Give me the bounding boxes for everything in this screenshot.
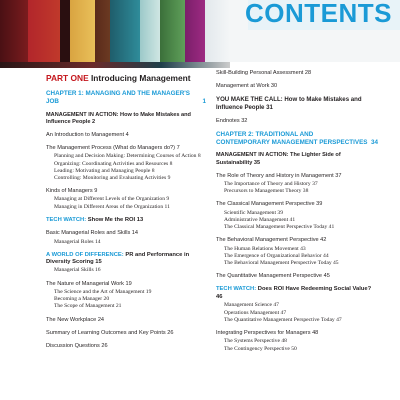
you-make-the-call-text: How to Make Mistakes and Influence People 31	[216, 96, 362, 111]
toc-subentry[interactable]: Operations Management 47	[224, 309, 287, 316]
toc-entry-roles-and-skills[interactable]: Basic Managerial Roles and Skills 14	[46, 230, 139, 237]
toc-entry-quantitative[interactable]: The Quantitative Management Perspective 45	[216, 273, 330, 280]
toc-entry-new-workplace[interactable]: The New Workplace 24	[46, 316, 105, 323]
toc-group-behavioral	[216, 237, 378, 267]
toc-entry-tech-watch-2[interactable]	[216, 286, 378, 301]
toc-entry-management-process[interactable]: The Management Process (What do Managers do?) 7	[46, 145, 180, 152]
toc-subentry[interactable]: The Importance of Theory and History 37	[224, 180, 318, 187]
chapter-2-title: CHAPTER 2: TRADITIONAL AND CONTEMPORARY MANAGEMENT PERSPECTIVES	[216, 130, 368, 146]
toc-subentry[interactable]: Management Science 47	[224, 302, 279, 309]
toc-subentry[interactable]: The Science and the Art of Management 19	[54, 288, 152, 295]
toc-group-integrating	[216, 330, 378, 353]
toc-entry-kinds-of-managers[interactable]: Kinds of Managers 9	[46, 188, 98, 195]
toc-entry-introduction[interactable]: An Introduction to Management 4	[46, 131, 129, 138]
toc-entry-role-of-theory[interactable]: The Role of Theory and History in Management 37	[216, 172, 342, 179]
chapter-1-page: 1	[202, 97, 206, 105]
world-of-difference-label: A WORLD OF DIFFERENCE:	[46, 251, 124, 258]
toc-subentry[interactable]: Precursors to Management Theory 38	[224, 188, 309, 195]
toc-entry-tech-watch-1[interactable]	[46, 217, 206, 224]
toc-group-roles	[46, 230, 206, 245]
toc-subentry[interactable]: The Behavioral Management Perspective Today 45	[224, 260, 339, 267]
chapter-2-link[interactable]	[216, 131, 378, 147]
toc-subentry[interactable]: Administrative Management 41	[224, 216, 296, 223]
toc-subentry[interactable]: Becoming a Manager 20	[54, 295, 110, 302]
toc-group-nature-of-work	[46, 281, 206, 311]
toc-subentry[interactable]: The Human Relations Movement 43	[224, 245, 306, 252]
part-title: Introducing Management	[90, 73, 191, 83]
toc-group-world-of-difference	[46, 252, 206, 275]
toc-subentry[interactable]: Managerial Skills 16	[54, 267, 101, 274]
toc-entry-management-in-action-1[interactable]: MANAGEMENT IN ACTION: How to Make Mistakes and Influence People 2	[46, 111, 191, 125]
toc-subentry[interactable]: Controlling: Monitoring and Evaluating Activities 9	[54, 175, 171, 182]
toc-subentry[interactable]: The Scope of Management 21	[54, 303, 122, 310]
toc-entry-nature-of-work[interactable]: The Nature of Managerial Work 19	[46, 280, 132, 287]
toc-entry-world-of-difference[interactable]	[46, 252, 206, 266]
toc-subentry[interactable]: The Emergence of Organizational Behavior 44	[224, 252, 329, 259]
toc-entry-management-at-work[interactable]: Management at Work 30	[216, 83, 278, 90]
toc-entry-discussion[interactable]: Discussion Questions 26	[46, 342, 108, 349]
toc-subentry[interactable]: The Contingency Perspective 50	[224, 345, 297, 352]
tech-watch-label: TECH WATCH:	[216, 286, 257, 293]
part-label: PART ONE	[46, 73, 89, 83]
chapter-1-link[interactable]	[46, 90, 206, 106]
toc-entry-summary[interactable]: Summary of Learning Outcomes and Key Points 26	[46, 329, 174, 336]
toc-subentry[interactable]: Managing at Different Levels of the Organization 9	[54, 196, 170, 203]
part-one-heading	[46, 74, 206, 84]
toc-entry-skill-building[interactable]: Skill-Building Personal Assessment 28	[216, 70, 312, 76]
toc-entry-management-in-action-2[interactable]: MANAGEMENT IN ACTION: The Lighter Side of Sustainability 35	[216, 152, 341, 166]
toc-entry-behavioral[interactable]: The Behavioral Management Perspective 42	[216, 237, 327, 244]
toc-left-column	[46, 70, 206, 356]
toc-entry-classical[interactable]: The Classical Management Perspective 39	[216, 201, 323, 208]
toc-group-management-process	[46, 145, 206, 182]
toc-subentry[interactable]: The Quantitative Management Perspective Today 47	[224, 316, 342, 323]
chapter-1-title: CHAPTER 1: MANAGING AND THE MANAGER'S JOB	[46, 89, 190, 105]
toc-subentry[interactable]: Scientific Management 39	[224, 209, 284, 216]
you-make-the-call-label: YOU MAKE THE CALL:	[216, 96, 283, 104]
toc-right-column	[216, 70, 378, 359]
world-of-difference-text: PR and Performance in Diversity Scoring 15	[46, 251, 190, 266]
toc-subentry[interactable]: Organizing: Coordinating Activities and Resources 8	[54, 160, 173, 167]
toc-subentry[interactable]: Planning and Decision Making: Determining Courses of Action 8	[54, 153, 201, 160]
toc-subentry[interactable]: Managerial Roles 14	[54, 238, 101, 245]
tech-watch-text: Does ROI Have Redeeming Social Value? 46	[216, 286, 372, 300]
header-photo-strip	[0, 62, 230, 68]
toc-entry-endnotes[interactable]: Endnotes 32	[216, 117, 248, 124]
tech-watch-text: Show Me the ROI 13	[87, 217, 144, 223]
toc-entry-integrating[interactable]: Integrating Perspectives for Managers 48	[216, 330, 319, 337]
toc-group-role-of-theory	[216, 173, 378, 196]
tech-watch-label: TECH WATCH:	[46, 217, 87, 223]
toc-subentry[interactable]: The Classical Management Perspective Today 41	[224, 224, 335, 231]
toc-subentry[interactable]: The Systems Perspective 48	[224, 338, 287, 345]
chapter-2-page: 34	[370, 138, 378, 146]
toc-group-kinds-of-managers	[46, 188, 206, 211]
toc-group-classical	[216, 201, 378, 231]
page-title: CONTENTS	[245, 0, 392, 28]
toc-entry-you-make-the-call[interactable]	[216, 96, 378, 111]
contents-header	[245, 0, 400, 30]
toc-subentry[interactable]: Managing in Different Areas of the Organization 11	[54, 203, 170, 210]
toc-group-tech-watch-2	[216, 286, 378, 324]
toc-subentry[interactable]: Leading: Motivating and Managing People 8	[54, 167, 155, 174]
